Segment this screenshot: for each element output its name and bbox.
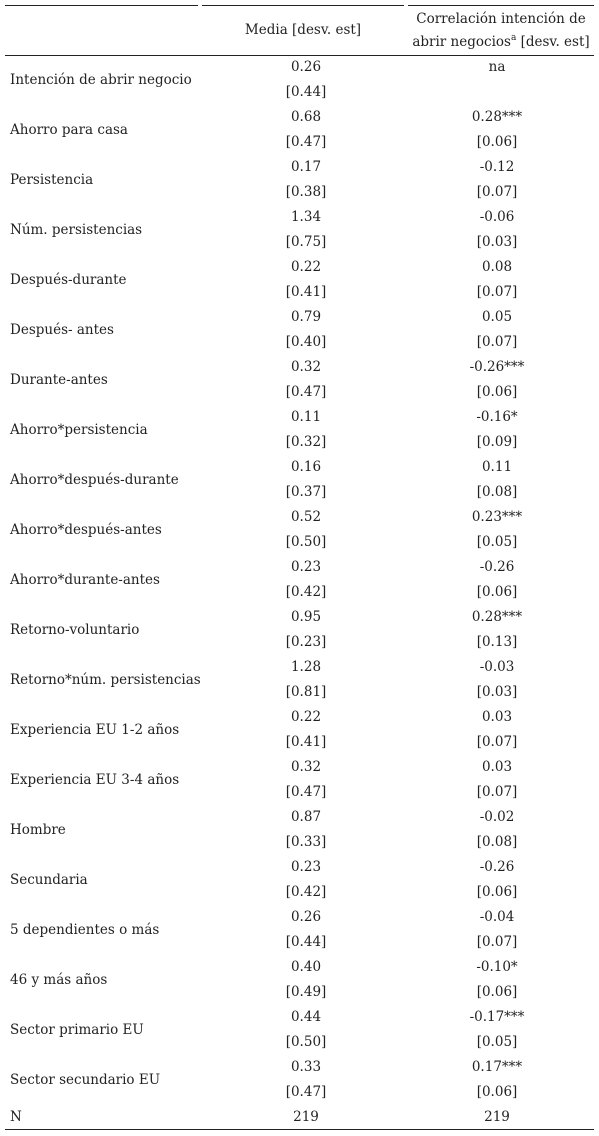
mean-sd-value: [0.42] [285,584,327,600]
statistics-table [5,5,594,1130]
correlation-value: na [488,59,506,75]
correlation-sd-value: [0.07] [476,734,518,750]
mean-value: 0.23 [290,559,322,575]
header-correlation-line1: Correlación intención de [416,11,586,27]
table-row [5,256,594,306]
correlation-value: -0.06 [479,209,515,225]
mean-value: 0.33 [290,1059,322,1075]
row-label: Durante-antes [10,372,108,388]
row-label: Sector secundario EU [10,1072,161,1088]
row-label: Retorno-voluntario [10,622,140,638]
correlation-sd-value: [0.06] [476,1084,518,1100]
row-label: Ahorro para casa [10,122,128,138]
row-label: Retorno*núm. persistencias [10,672,201,688]
correlation-value: 0.23*** [471,509,523,525]
correlation-value: -0.26 [479,559,515,575]
mean-sd-value: [0.50] [285,1034,327,1050]
mean-sd-value: [0.47] [285,134,327,150]
mean-sd-value: [0.47] [285,384,327,400]
n-label: N [10,1109,22,1125]
row-label: Después-durante [10,272,127,288]
correlation-sd-value: [0.06] [476,584,518,600]
n-correlation-value: 219 [484,1109,510,1125]
table-row [5,656,594,706]
correlation-value: -0.03 [479,659,515,675]
correlation-value: 0.03 [481,709,513,725]
correlation-sd-value: [0.06] [476,984,518,1000]
row-label: Núm. persistencias [10,222,143,238]
table-row [5,506,594,556]
mean-value: 0.79 [290,309,322,325]
mean-sd-value: [0.41] [285,734,327,750]
row-label: Intención de abrir negocio [10,72,192,88]
correlation-sd-value: [0.03] [476,234,518,250]
mean-value: 0.26 [290,909,322,925]
table-row [5,706,594,756]
mean-value: 0.23 [290,859,322,875]
mean-sd-value: [0.75] [285,234,327,250]
correlation-sd-value: [0.08] [476,484,518,500]
mean-value: 0.22 [290,709,322,725]
mean-sd-value: [0.47] [285,784,327,800]
table-row [5,156,594,206]
table-row [5,206,594,256]
correlation-sd-value: [0.05] [476,534,518,550]
table-row [5,556,594,606]
correlation-sd-value: [0.07] [476,334,518,350]
table-row [5,356,594,406]
table-row [5,806,594,856]
table-row [5,856,594,906]
correlation-value: 0.05 [481,309,513,325]
mean-value: 0.16 [290,459,322,475]
header-correlation-line2-end: [desv. est] [516,34,590,50]
correlation-value: -0.26 [479,859,515,875]
mean-sd-value: [0.38] [285,184,327,200]
mean-value: 0.68 [290,109,322,125]
table-header [5,6,594,55]
correlation-sd-value: [0.07] [476,284,518,300]
mean-value: 0.11 [290,409,322,425]
mean-value: 1.34 [290,209,322,225]
correlation-sd-value: [0.13] [476,634,518,650]
mean-sd-value: [0.40] [285,334,327,350]
mean-value: 0.87 [290,809,322,825]
correlation-value: -0.04 [479,909,515,925]
row-label: Experiencia EU 3-4 años [10,772,180,788]
row-label: Ahorro*durante-antes [10,572,160,588]
header-footnote-mark: a [510,33,517,43]
row-label: Ahorro*persistencia [10,422,148,438]
table-row [5,1056,594,1106]
correlation-value: 0.28*** [471,609,523,625]
table-row [5,56,594,106]
correlation-sd-value: [0.09] [476,434,518,450]
correlation-sd-value: [0.05] [476,1034,518,1050]
row-label: Ahorro*después-durante [10,472,179,488]
correlation-sd-value: [0.03] [476,684,518,700]
header-correlation [408,10,594,52]
row-label: Sector primario EU [10,1022,144,1038]
table-row-n [5,1106,594,1129]
row-label: 5 dependientes o más [10,922,160,938]
correlation-sd-value: [0.08] [476,834,518,850]
correlation-value: 0.08 [481,259,513,275]
table-row [5,606,594,656]
mean-sd-value: [0.81] [285,684,327,700]
correlation-sd-value: [0.06] [476,884,518,900]
correlation-value: -0.16* [476,409,518,425]
correlation-sd-value: [0.07] [476,784,518,800]
mean-value: 0.17 [290,159,322,175]
correlation-value: -0.10* [476,959,518,975]
row-label: Hombre [10,822,66,838]
row-label: Después- antes [10,322,114,338]
row-label: Ahorro*después-antes [10,522,162,538]
row-label: Experiencia EU 1-2 años [10,722,180,738]
mean-sd-value: [0.50] [285,534,327,550]
row-label: 46 y más años [10,972,108,988]
mean-sd-value: [0.37] [285,484,327,500]
correlation-sd-value: [0.06] [476,134,518,150]
mean-sd-value: [0.44] [285,84,327,100]
correlation-value: 0.28*** [471,109,523,125]
header-correlation-line2: abrir negocios [412,34,511,50]
correlation-value: -0.12 [479,159,515,175]
mean-value: 1.28 [290,659,322,675]
rule-gap [198,4,202,9]
mean-value: 0.32 [290,359,322,375]
table-row [5,906,594,956]
correlation-sd-value: [0.06] [476,384,518,400]
mean-sd-value: [0.23] [285,634,327,650]
mean-sd-value: [0.47] [285,1084,327,1100]
table-row [5,406,594,456]
correlation-value: -0.26*** [469,359,525,375]
mean-sd-value: [0.42] [285,884,327,900]
table-row [5,1006,594,1056]
correlation-value: 0.03 [481,759,513,775]
mean-sd-value: [0.44] [285,934,327,950]
mean-value: 0.22 [290,259,322,275]
header-media: Media [desv. est] [244,22,362,38]
correlation-value: -0.02 [479,809,515,825]
table-row [5,956,594,1006]
row-label: Persistencia [10,172,94,188]
mean-sd-value: [0.41] [285,284,327,300]
mean-value: 0.40 [290,959,322,975]
mean-value: 0.26 [290,59,322,75]
correlation-value: 0.17*** [471,1059,523,1075]
table-bottom-rule [5,1129,594,1130]
table-body [5,56,594,1129]
n-mean-value: 219 [293,1109,319,1125]
table-row [5,306,594,356]
table-row [5,456,594,506]
table-row [5,756,594,806]
correlation-value: 0.11 [481,459,513,475]
row-label: Secundaria [10,872,88,888]
mean-sd-value: [0.32] [285,434,327,450]
rule-gap [404,4,408,9]
mean-value: 0.52 [290,509,322,525]
correlation-value: -0.17*** [469,1009,525,1025]
correlation-sd-value: [0.07] [476,934,518,950]
table-row [5,106,594,156]
mean-value: 0.32 [290,759,322,775]
mean-value: 0.44 [290,1009,322,1025]
mean-value: 0.95 [290,609,322,625]
mean-sd-value: [0.49] [285,984,327,1000]
mean-sd-value: [0.33] [285,834,327,850]
correlation-sd-value: [0.07] [476,184,518,200]
